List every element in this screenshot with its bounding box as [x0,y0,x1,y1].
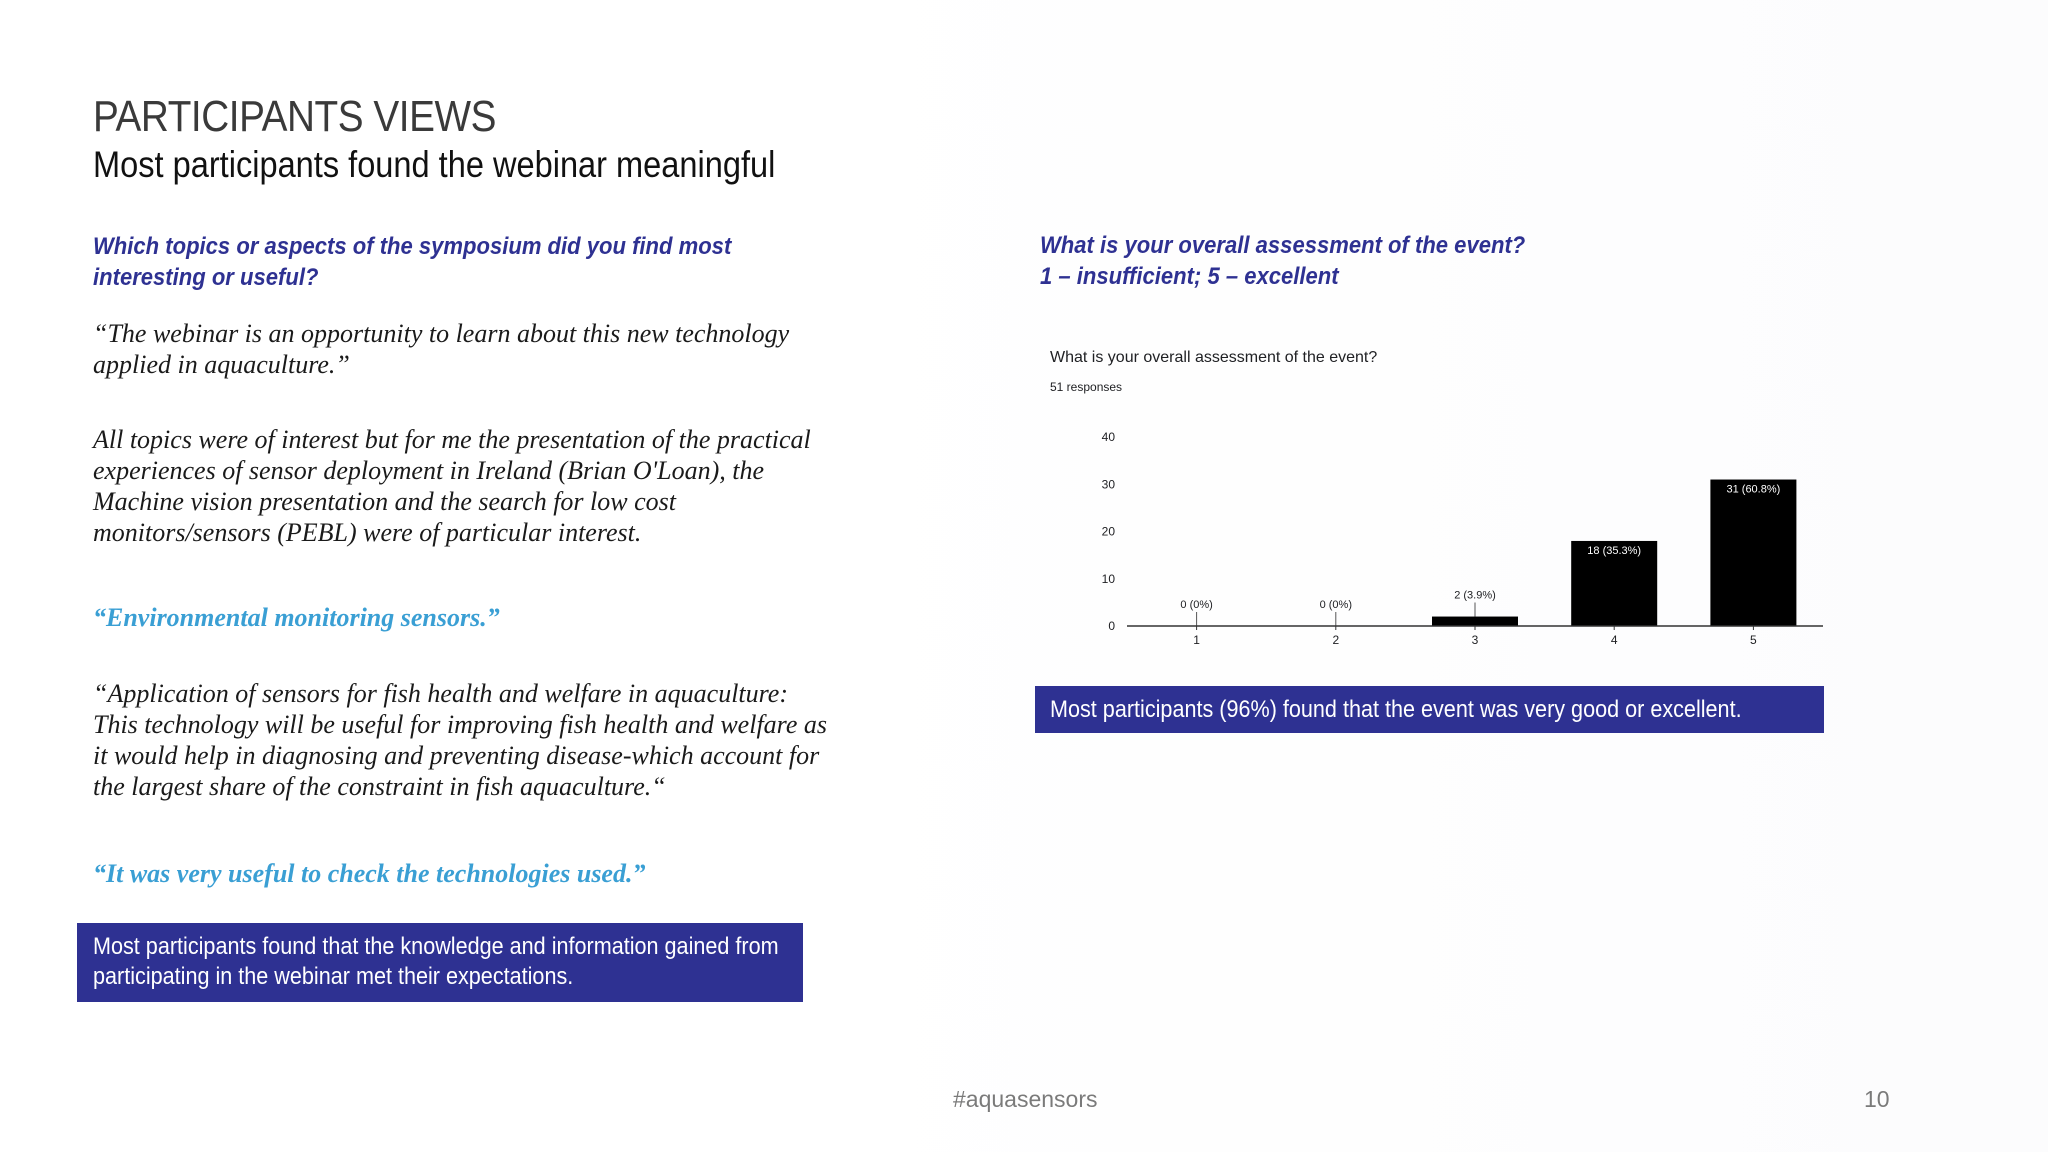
y-tick-label: 30 [1101,477,1115,492]
x-tick-label: 5 [1750,633,1757,647]
x-tick-label: 3 [1471,633,1479,647]
quote-all-topics: All topics were of interest but for me the presentation of the practical experiences of sensor deployment in Ireland (Brian O'Loan), the Machine vision presentation and the search for low cost monitors/sensors (PEBL) were of particular interest. [93,425,811,547]
quote-technologies-used: “It was very useful to check the technologies used.” [93,859,646,888]
slide-title: PARTICIPANTS VIEWS [93,92,497,141]
assessment-bar-chart [1030,330,1860,660]
assessment-question-line-1: What is your overall assessment of the event? [1040,232,1526,259]
expectations-callout [77,923,803,1002]
x-axis [1127,626,1823,647]
assessment-callout-text: Most participants (96%) found that the event was very good or excellent. [1050,696,1742,723]
topics-question [93,231,731,293]
page-number: 10 [1864,1086,1890,1112]
x-tick-label: 4 [1610,633,1618,647]
x-tick-label: 1 [1193,633,1200,647]
bar-data-label: 18 (35.3%) [1587,544,1642,557]
slide-subtitle: Most participants found the webinar meaningful [93,144,776,185]
bar-data-label: 2 (3.9%) [1454,589,1496,602]
quote-fish-health: “Application of sensors for fish health and welfare in aquaculture: This technology will be useful for improving fish health and welfare as it would help in diagnosing and preventing disease-which account for the largest share of the constraint in fish aquaculture.“ [93,679,827,801]
expectations-callout-line-1: Most participants found that the knowledge and information gained from [93,933,779,960]
chart-title: What is your overall assessment of the event? [1050,349,1378,366]
quote-webinar-opportunity: “The webinar is an opportunity to learn about this new technology applied in aquaculture.” [93,319,790,379]
topics-question-line-1: Which topics or aspects of the symposium did you find most [93,233,732,260]
expectations-callout-line-2: participating in the webinar met their expectations. [93,963,574,990]
bar [1432,617,1518,626]
y-tick-label: 40 [1101,430,1115,444]
y-tick-label: 20 [1101,524,1115,539]
bar-group [1180,480,1796,626]
assessment-question [1040,230,1525,292]
bar-data-label: 0 (0%) [1180,599,1213,611]
assessment-question-line-2: 1 – insufficient; 5 – excellent [1040,263,1339,290]
chart-subtitle: 51 responses [1050,380,1123,394]
topics-question-line-2: interesting or useful? [93,264,319,291]
assessment-callout [1035,686,1824,733]
y-axis [1102,430,1116,633]
quote-environmental-monitoring: “Environmental monitoring sensors.” [93,603,500,632]
bar [1710,480,1796,626]
bar-data-label: 31 (60.8%) [1726,483,1781,496]
bar-data-label: 0 (0%) [1319,599,1353,611]
hashtag-footer: #aquasensors [953,1086,1098,1112]
y-tick-label: 10 [1101,571,1115,586]
x-tick-label: 2 [1332,633,1340,647]
y-tick-label: 0 [1108,619,1115,633]
